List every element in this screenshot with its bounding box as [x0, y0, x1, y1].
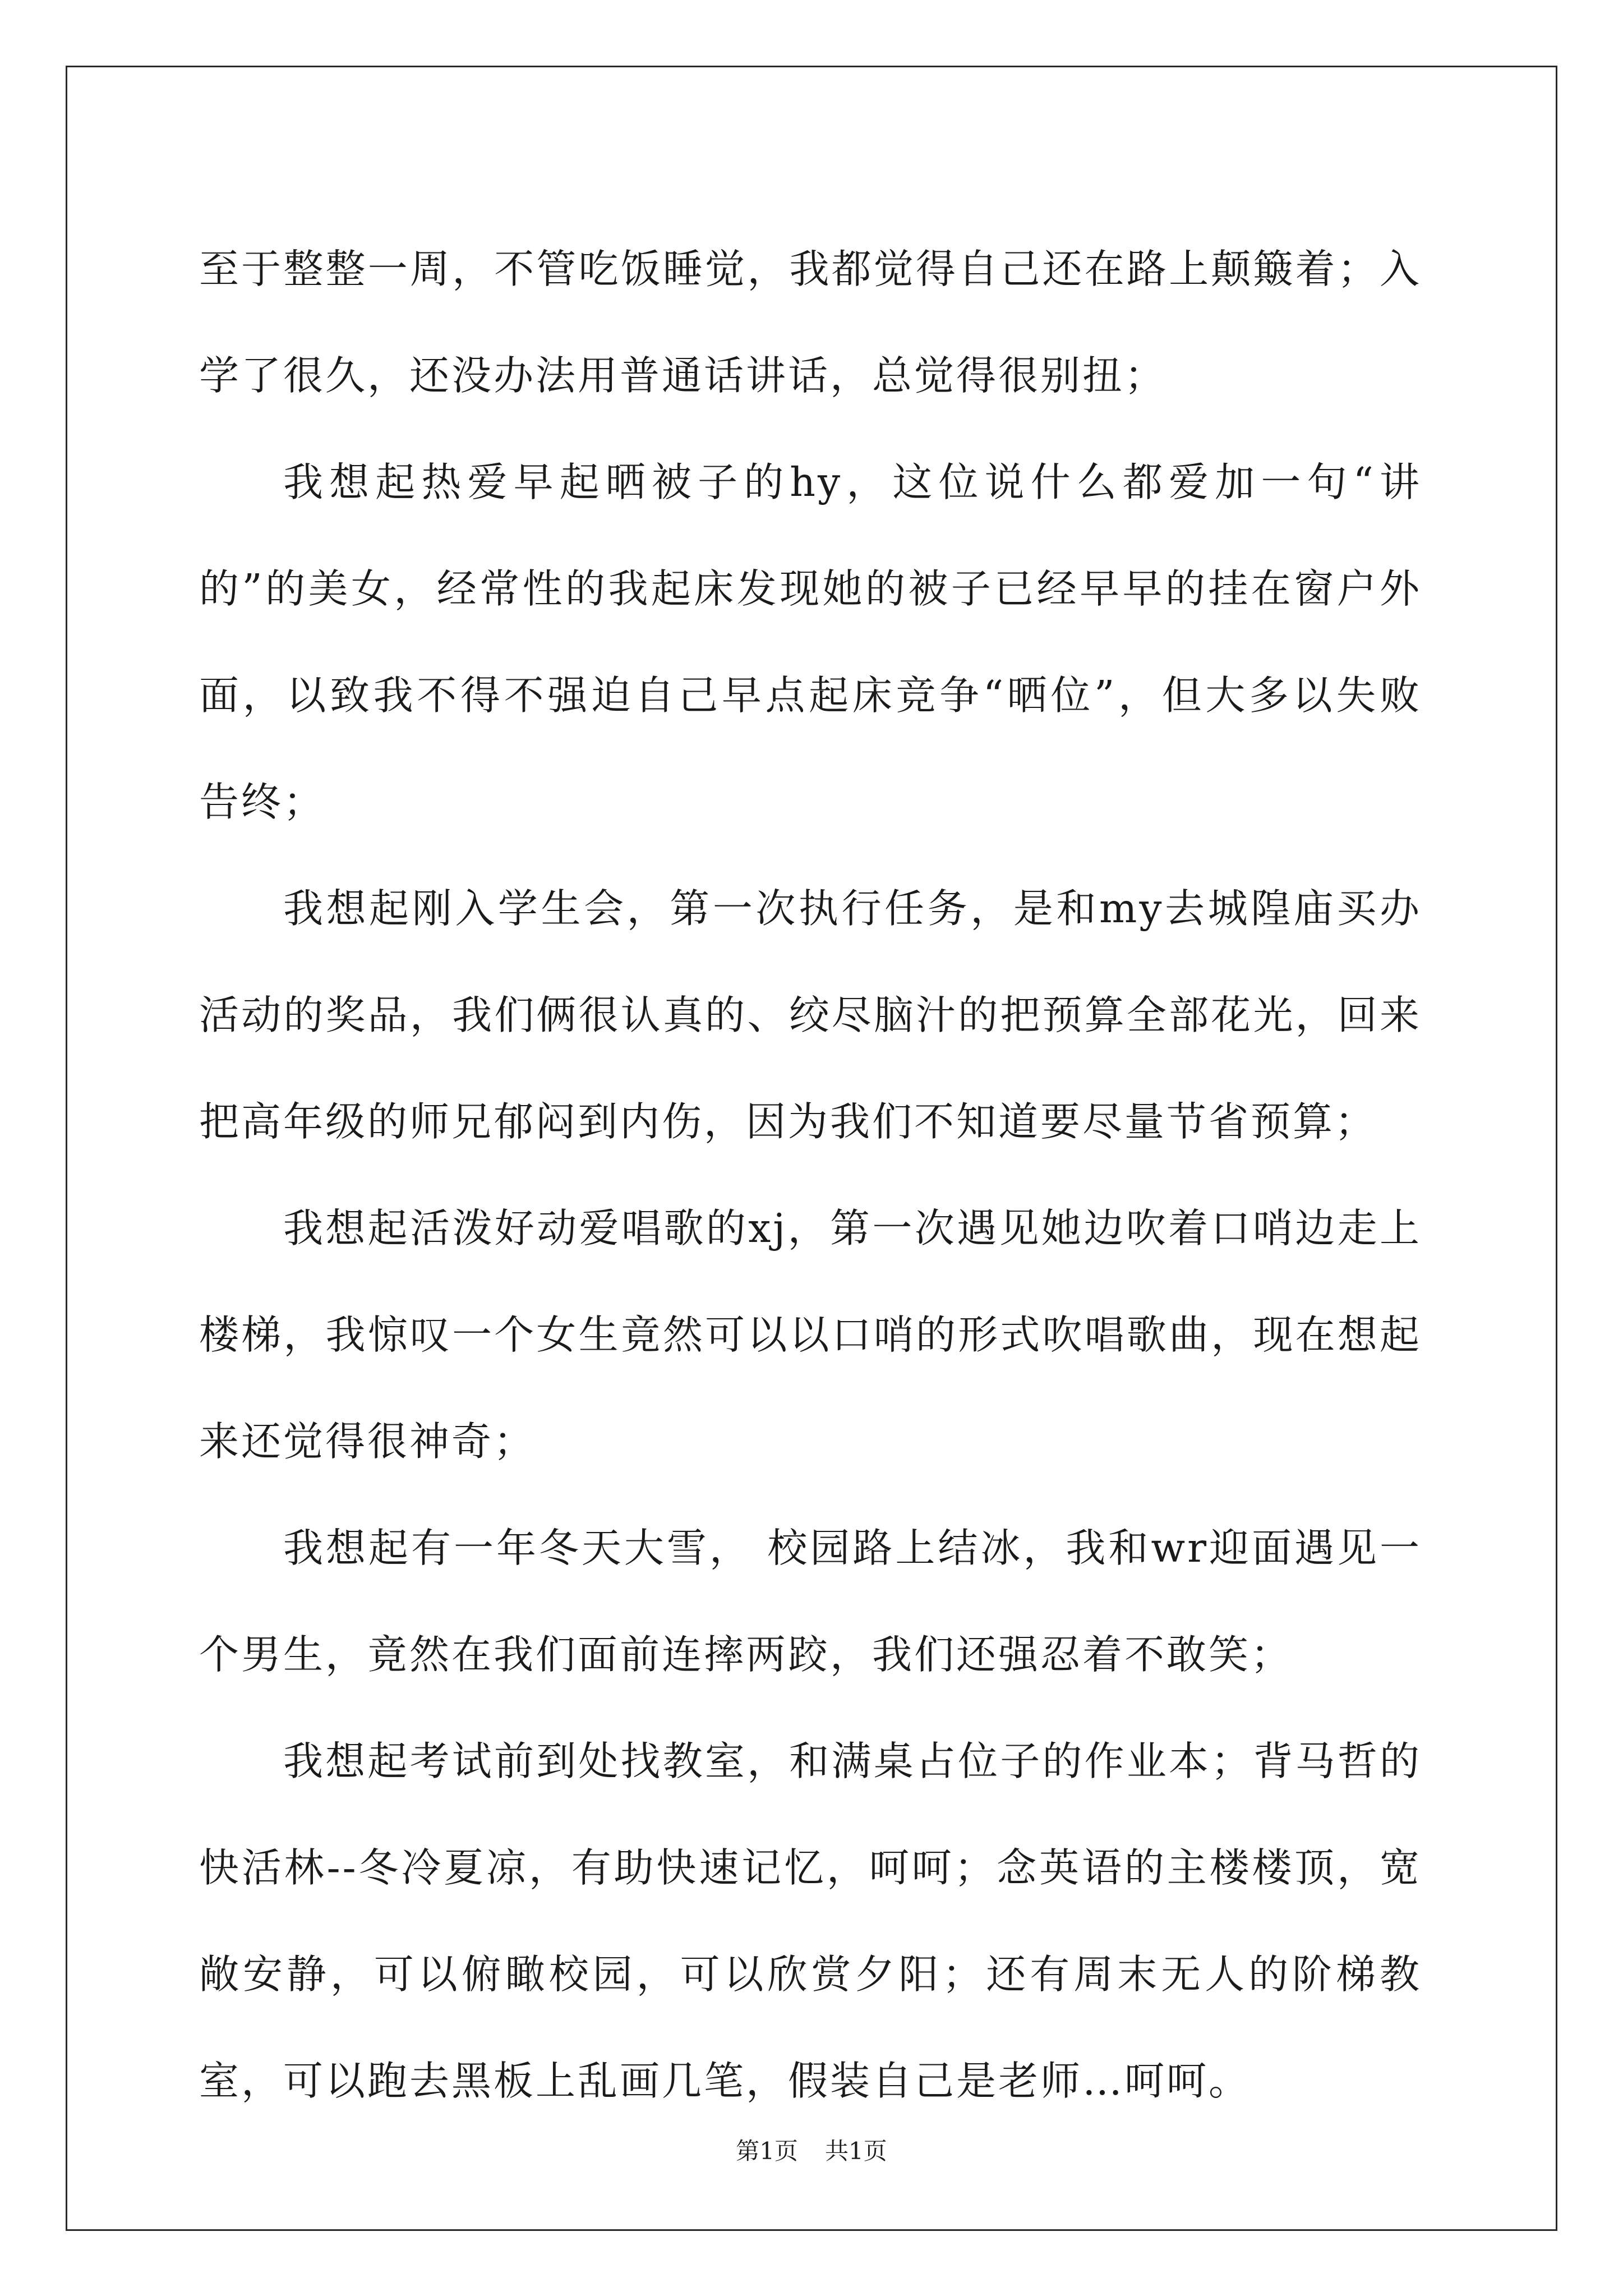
page-footer [0, 2134, 1623, 2168]
paragraph: 我想起考试前到处找教室，和满桌占位子的作业本；背马哲的快活林--冬冷夏凉，有助快速记忆，呵呵；念英语的主楼楼顶，宽敞安静，可以俯瞰校园，可以欣赏夕阳；还有周末无人的阶梯教室，可以跑去黑板上乱画几笔，假装自己是老师…呵呵。 [199, 1738, 1422, 2104]
page-number: 第1页 [736, 2137, 798, 2165]
paragraph: 我想起热爱早起晒被子的hy，这位说什么都爱加一句“讲的”的美女，经常性的我起床发现她的被子已经早早的挂在窗户外面，以致我不得不强迫自己早点起床竞争“晒位”，但大多以失败告终； [199, 459, 1422, 825]
paragraph-continuation: 至于整整一周，不管吃饭睡觉，我都觉得自己还在路上颠簸着；入学了很久，还没办法用普通话讲话，总觉得很别扭； [199, 246, 1422, 399]
paragraph: 我想起刚入学生会，第一次执行任务，是和my去城隍庙买办活动的奖品，我们俩很认真的、绞尽脑汁的把预算全部花光，回来把高年级的师兄郁闷到内伤，因为我们不知道要尽量节省预算； [199, 885, 1422, 1145]
paragraph: 我想起活泼好动爱唱歌的xj，第一次遇见她边吹着口哨边走上楼梯，我惊叹一个女生竟然可以以口哨的形式吹唱歌曲，现在想起来还觉得很神奇； [199, 1205, 1422, 1465]
page-total: 共1页 [825, 2137, 887, 2165]
document-body [199, 216, 1422, 2134]
paragraph: 我想起有一年冬天大雪， 校园路上结冰，我和wr迎面遇见一个男生，竟然在我们面前连摔两跤，我们还强忍着不敢笑； [199, 1525, 1422, 1678]
